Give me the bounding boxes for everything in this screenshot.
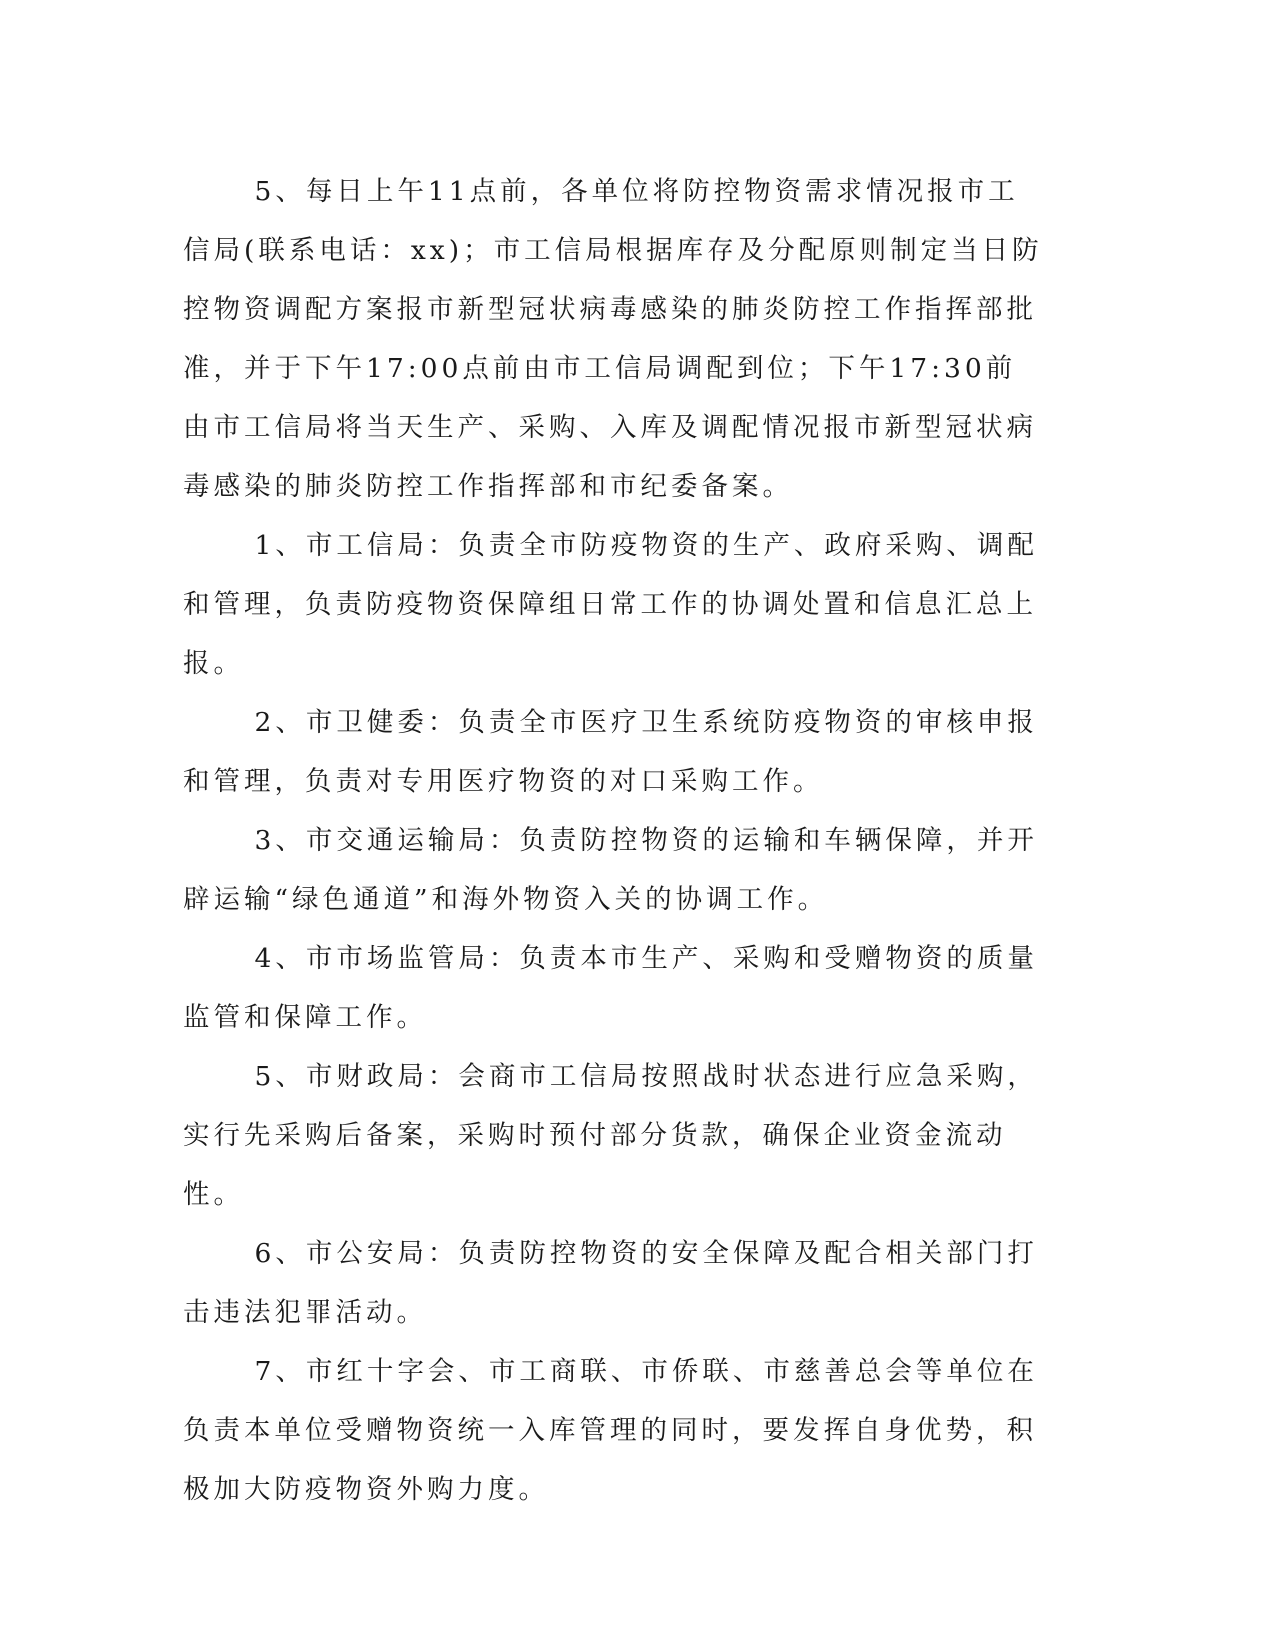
paragraph-supply-reporting: 5、每日上午11点前，各单位将防控物资需求情况报市工信局(联系电话：xx)；市工信局根据库存及分配原则制定当日防控物资调配方案报市新型冠状病毒感染的肺炎防控工作指挥部批准，并于下午17:00点前由市工信局调配到位；下午17:30前由市工信局将当天生产、采购、入库及调配情况报市新型冠状病毒感染的肺炎防控工作指挥部和市纪委备案。 [183, 176, 1043, 502]
paragraph-health-commission: 2、市卫健委：负责全市医疗卫生系统防疫物资的审核申报和管理，负责对专用医疗物资的对口采购工作。 [183, 707, 1038, 797]
document-body [183, 162, 1043, 1519]
paragraph-market-supervision: 4、市市场监管局：负责本市生产、采购和受赠物资的质量监管和保障工作。 [183, 943, 1038, 1033]
paragraph-finance-bureau: 5、市财政局：会商市工信局按照战时状态进行应急采购，实行先采购后备案，采购时预付部分货款，确保企业资金流动性。 [183, 1061, 1038, 1210]
paragraph-transport-bureau: 3、市交通运输局：负责防控物资的运输和车辆保障，并开辟运输“绿色通道”和海外物资入关的协调工作。 [183, 825, 1038, 915]
paragraph-industry-bureau: 1、市工信局：负责全市防疫物资的生产、政府采购、调配和管理，负责防疫物资保障组日常工作的协调处置和信息汇总上报。 [183, 530, 1038, 679]
paragraph-red-cross: 7、市红十字会、市工商联、市侨联、市慈善总会等单位在负责本单位受赠物资统一入库管理的同时，要发挥自身优势，积极加大防疫物资外购力度。 [183, 1356, 1038, 1505]
paragraph-public-security: 6、市公安局：负责防控物资的安全保障及配合相关部门打击违法犯罪活动。 [183, 1238, 1038, 1328]
